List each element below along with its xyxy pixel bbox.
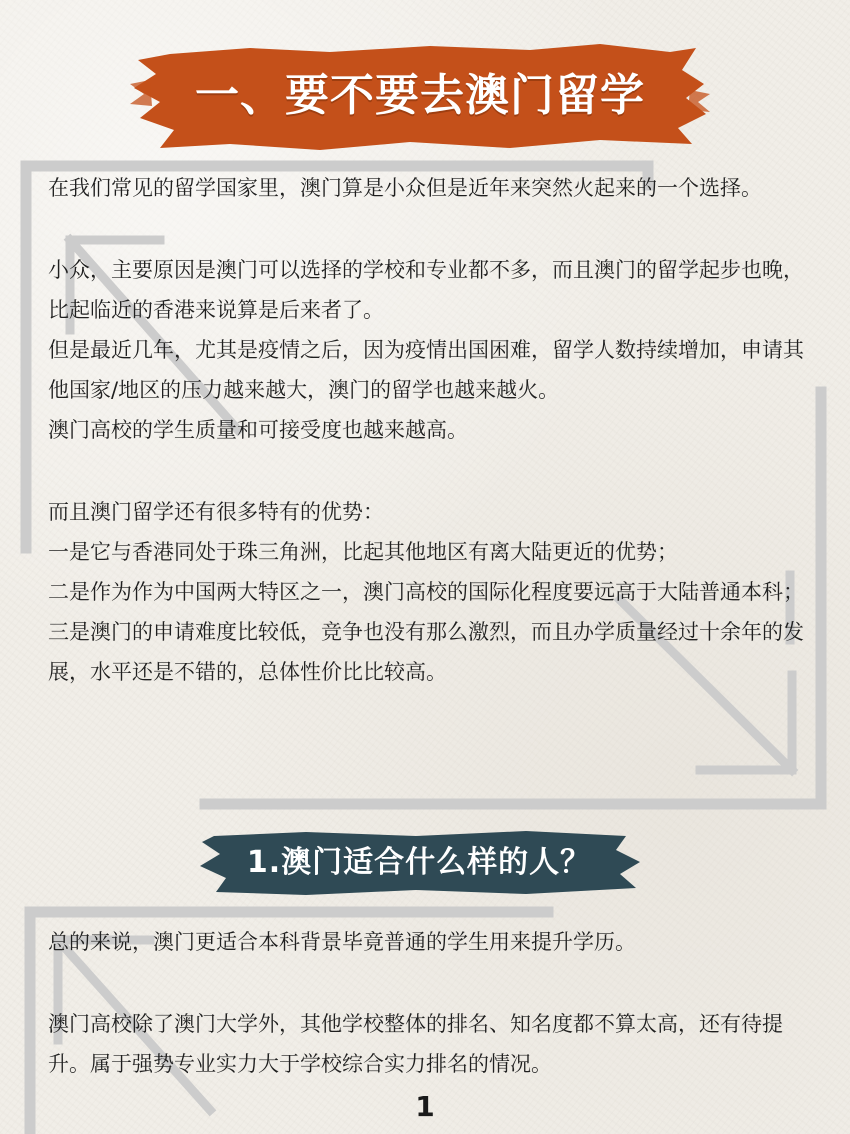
- spacer: [48, 450, 808, 492]
- paragraph-niche: 小众，主要原因是澳门可以选择的学校和专业都不多，而且澳门的留学起步也晚，比起临近的香港来说算是后来者了。: [48, 258, 804, 322]
- paragraph-recent: 但是最近几年，尤其是疫情之后，因为疫情出国困难，留学人数持续增加，申请其他国家/地区的压力越来越大，澳门的留学也越来越火。: [48, 338, 804, 402]
- advantage-item-3: 三是澳门的申请难度比较低，竞争也没有那么激烈，而且办学质量经过十余年的发展，水平还是不错的，总体性价比比较高。: [48, 620, 804, 684]
- section-2-body: [48, 922, 808, 1084]
- advantage-item-1: 一是它与香港同处于珠三角洲，比起其他地区有离大陆更近的优势；: [48, 540, 678, 564]
- paragraph-quality: 澳门高校的学生质量和可接受度也越来越高。: [48, 418, 468, 442]
- section-subheading: 1.澳门适合什么样的人？: [246, 845, 592, 880]
- page-number: 1: [415, 1090, 435, 1123]
- paragraph-ranking: 澳门高校除了澳门大学外，其他学校整体的排名、知名度都不算太高，还有待提升。属于强势专业实力大于学校综合实力排名的情况。: [48, 1012, 783, 1076]
- spacer: [48, 208, 808, 250]
- advantage-item-2: 二是作为作为中国两大特区之一，澳门高校的国际化程度要远高于大陆普通本科；: [48, 580, 804, 604]
- spacer: [48, 962, 808, 1004]
- paragraph-summary: 总的来说，澳门更适合本科背景毕竟普通的学生用来提升学历。: [48, 930, 636, 954]
- heading-banner: [130, 40, 710, 152]
- page-title: 一、要不要去澳门留学: [195, 70, 645, 121]
- section-1-body: [48, 168, 808, 692]
- subheading-banner: [196, 828, 642, 898]
- paragraph-intro: 在我们常见的留学国家里，澳门算是小众但是近年来突然火起来的一个选择。: [48, 176, 762, 200]
- paragraph-advantages: 而且澳门留学还有很多特有的优势：: [48, 500, 384, 524]
